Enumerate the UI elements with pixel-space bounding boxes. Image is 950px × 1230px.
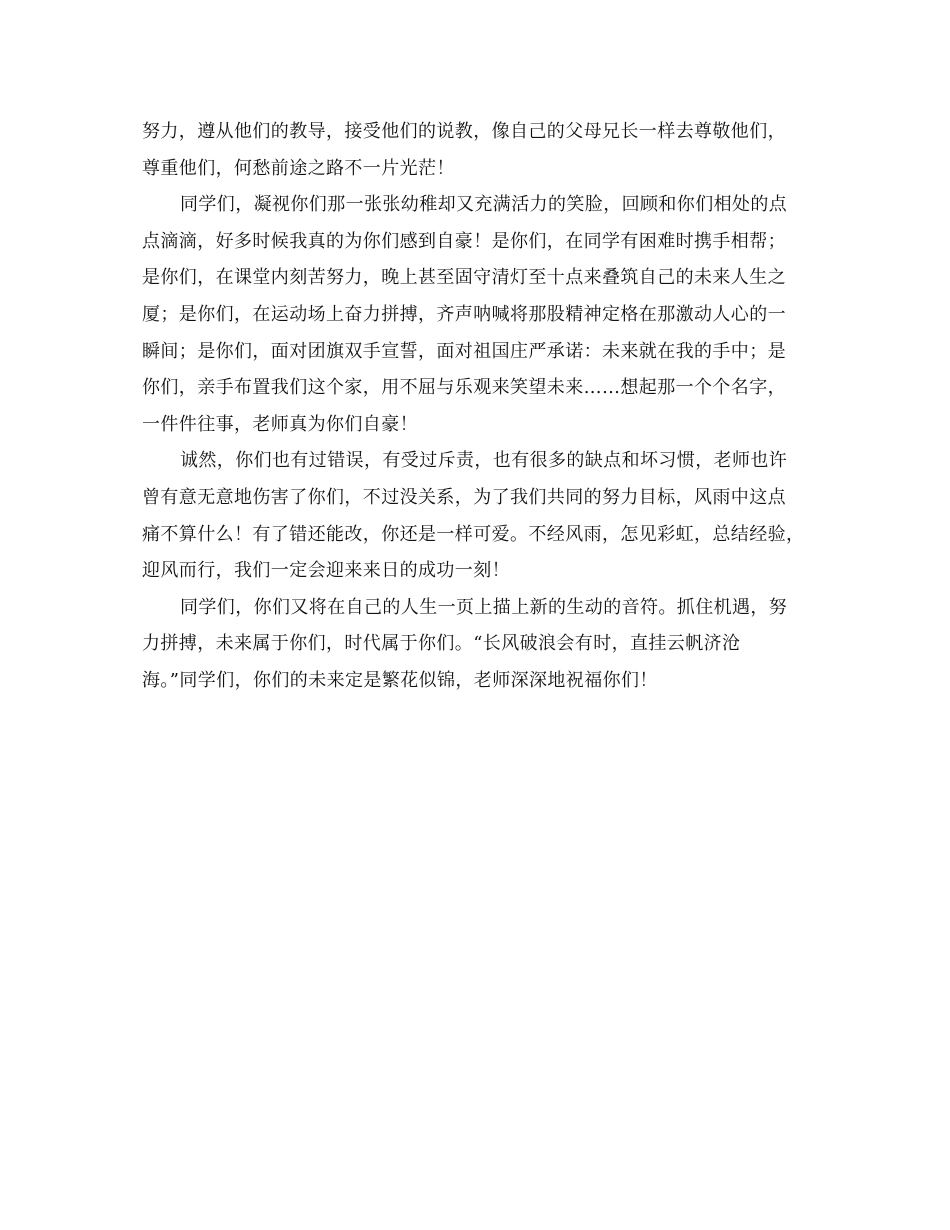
text-line: 厦；是你们，在运动场上奋力拼搏，齐声呐喊将那股精神定格在那激动人心的一 (142, 303, 786, 325)
text-line: 曾有意无意地伤害了你们，不过没关系，为了我们共同的努力目标，风雨中这点 (142, 486, 786, 508)
paragraph (142, 590, 812, 700)
text-line: 点滴滴，好多时候我真的为你们感到自豪！是你们，在同学有困难时携手相帮； (142, 230, 786, 252)
paragraph (142, 443, 812, 589)
text-line: 力拼搏，未来属于你们，时代属于你们。“长风破浪会有时，直挂云帆济沧 (142, 633, 741, 655)
text-line: 同学们，你们又将在自己的人生一页上描上新的生动的音符。抓住机遇，努 (180, 596, 788, 618)
text-line: 同学们，凝视你们那一张张幼稚却又充满活力的笑脸，回顾和你们相处的点 (180, 194, 788, 216)
text-line: 你们，亲手布置我们这个家，用不屈与乐观来笑望未来……想起那一个个名字， (142, 377, 786, 399)
document-body (142, 114, 812, 700)
text-line: 痛不算什么！有了错还能改，你还是一样可爱。不经风雨，怎见彩虹，总结经验， (142, 523, 805, 545)
text-line: 海。”同学们，你们的未来定是繁花似锦，老师深深地祝福你们！ (142, 669, 658, 691)
text-line: 瞬间；是你们，面对团旗双手宣誓，面对祖国庄严承诺：未来就在我的手中；是 (142, 340, 786, 362)
text-line: 尊重他们，何愁前途之路不一片光茫！ (142, 157, 455, 179)
text-line: 迎风而行，我们一定会迎来来日的成功一刻！ (142, 560, 510, 582)
paragraph (142, 187, 812, 443)
paragraph (142, 114, 812, 187)
text-line: 努力，遵从他们的教导，接受他们的说教，像自己的父母兄长一样去尊敬他们， (142, 121, 786, 142)
text-line: 诚然，你们也有过错误，有受过斥责，也有很多的缺点和坏习惯，老师也许 (180, 450, 788, 472)
text-line: 一件件往事，老师真为你们自豪！ (142, 413, 418, 435)
text-line: 是你们，在课堂内刻苦努力，晚上甚至固守清灯至十点来叠筑自己的未来人生之 (142, 267, 786, 289)
